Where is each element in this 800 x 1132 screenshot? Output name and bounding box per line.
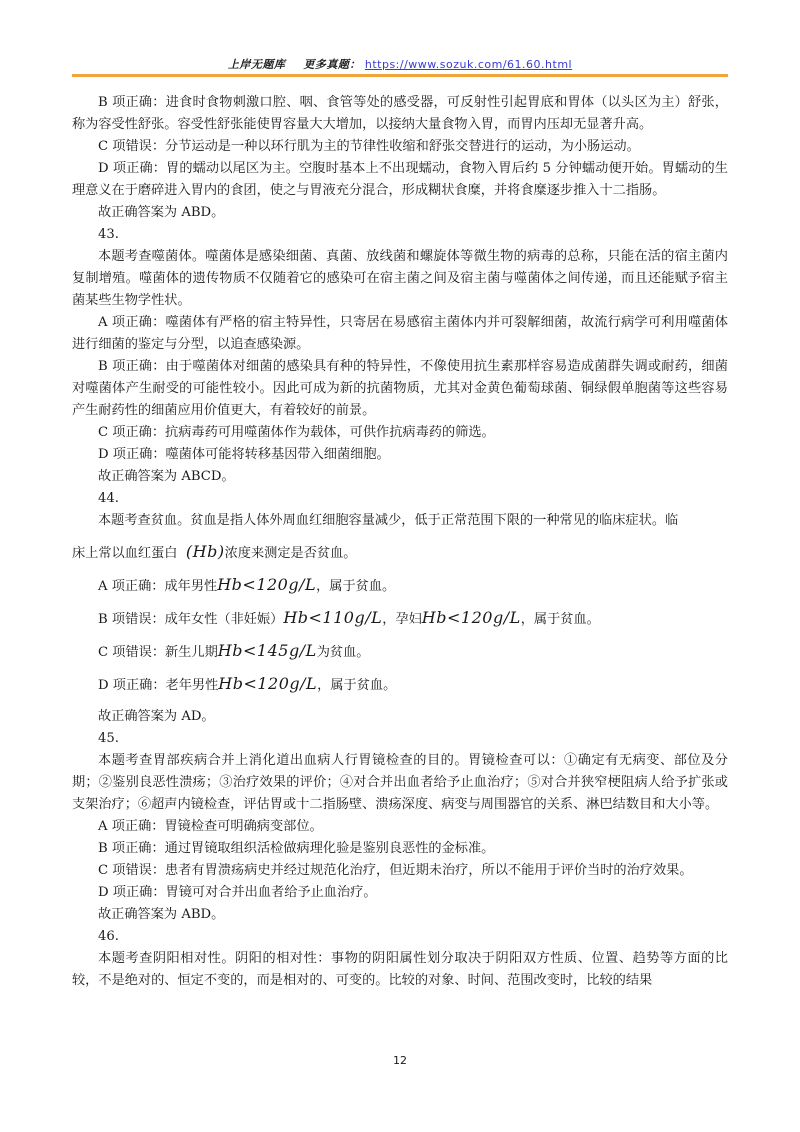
hb-intro-line: 床上常以血红蛋白 (Hb)浓度来测定是否贫血。 [72,542,357,561]
option-d: D 项正确：老年男性Hb<120g/L，属于贫血。 [98,674,397,693]
page-number: 12 [393,1054,407,1067]
paragraph: 本题考查贫血。贫血是指人体外周血红细胞容量减少，低于正常范围下限的一种常见的临床症状。临 [98,513,679,528]
paragraph: 本题考查胃部疾病合并上消化道出血病人行胃镜检查的目的。胃镜检查可以：①确定有无病变、部位及分期；②鉴别良恶性溃疡；③治疗效果的评价；④对合并出血者给予止血治疗；⑤对合并狭窄梗阻病人给予扩张或支架治疗；⑥超声内镜检查，评估胃或十二指肠壁、溃疡深度、病变与周围器官的关系、淋巴结数目和大小等。 [72,753,728,812]
paragraph: D 项正确：胃镜可对合并出血者给予止血治疗。 [98,885,377,900]
answer-line: 故正确答案为 AD。 [98,709,215,724]
paragraph: 本题考查噬菌体。噬菌体是感染细菌、真菌、放线菌和螺旋体等微生物的病毒的总称，只能在活的宿主菌内复制增殖。噬菌体的遗传物质不仅随着它的感染可在宿主菌之间及宿主菌与噬菌体之间传递，而且还能赋予宿主菌某些生物学性状。 [72,249,728,308]
paragraph: C 项错误：分节运动是一种以环行肌为主的节律性收缩和舒张交替进行的运动，为小肠运动。 [98,139,640,154]
answer-line: 故正确答案为 ABCD。 [98,469,235,484]
paragraph: D 项正确：胃的蠕动以尾区为主。空腹时基本上不出现蠕动，食物入胃后约 5 分钟蠕动便开始。胃蠕动的生理意义在于磨碎进入胃内的食团，使之与胃液充分混合，形成糊状食糜，并将食糜逐步推入十二指肠。 [72,161,728,198]
question-number: 45. [98,731,119,746]
option-b: B 项错误：成年女性（非妊娠）Hb<110g/L，孕妇Hb<120g/L，属于贫血。 [98,608,600,627]
option-a: A 项正确：成年男性Hb<120g/L，属于贫血。 [98,575,396,594]
header-prefix: 更多真题： [303,58,361,71]
header-brand: 上岸无题库 [227,58,286,71]
question-number: 43. [98,227,119,242]
answer-line: 故正确答案为 ABD。 [98,205,225,220]
paragraph: B 项正确：由于噬菌体对细菌的感染具有种的特异性，不像使用抗生素那样容易造成菌群失调或耐药，细菌对噬菌体产生耐受的可能性较小。因此可成为新的抗菌物质，尤其对金黄色葡萄球菌、铜绿假单胞菌等这些容易产生耐药性的细菌应用价值更大，有着较好的前景。 [72,359,728,418]
paragraph: B 项正确：进食时食物刺激口腔、咽、食管等处的感受器，可反射性引起胃底和胃体（以头区为主）舒张，称为容受性舒张。容受性舒张能使胃容量大大增加，以接纳大量食物入胃，而胃内压却无显著升高。 [72,95,728,132]
header-link[interactable]: https://www.sozuk.com/61.60.html [364,58,573,71]
document-body [72,92,728,992]
option-c: C 项错误：新生儿期Hb<145g/L为贫血。 [98,641,370,660]
answer-line: 故正确答案为 ABD。 [98,907,225,922]
question-number: 46. [98,929,119,944]
header-divider [72,74,728,77]
paragraph: A 项正确：噬菌体有严格的宿主特异性，只寄居在易感宿主菌体内并可裂解细菌，故流行病学可利用噬菌体进行细菌的鉴定与分型，以追查感染源。 [72,315,728,352]
hb-symbol: (Hb) [185,542,225,561]
paragraph: C 项错误：患者有胃溃疡病史并经过规范化治疗，但近期未治疗，所以不能用于评价当时的治疗效果。 [98,863,693,878]
paragraph: D 项正确：噬菌体可能将转移基因带入细菌细胞。 [98,447,390,462]
page-header [0,56,800,72]
paragraph: C 项正确：抗病毒药可用噬菌体作为载体，可供作抗病毒药的筛选。 [98,425,495,440]
question-number: 44. [98,491,119,506]
paragraph: 本题考查阴阳相对性。阴阳的相对性：事物的阴阳属性划分取决于阴阳双方性质、位置、趋势等方面的比较，不是绝对的、恒定不变的，而是相对的、可变的。比较的对象、时间、范围改变时，比较的结果 [72,951,728,988]
paragraph: B 项正确：通过胃镜取组织活检做病理化验是鉴别良恶性的金标准。 [98,841,495,856]
paragraph: A 项正确：胃镜检查可明确病变部位。 [98,819,323,834]
